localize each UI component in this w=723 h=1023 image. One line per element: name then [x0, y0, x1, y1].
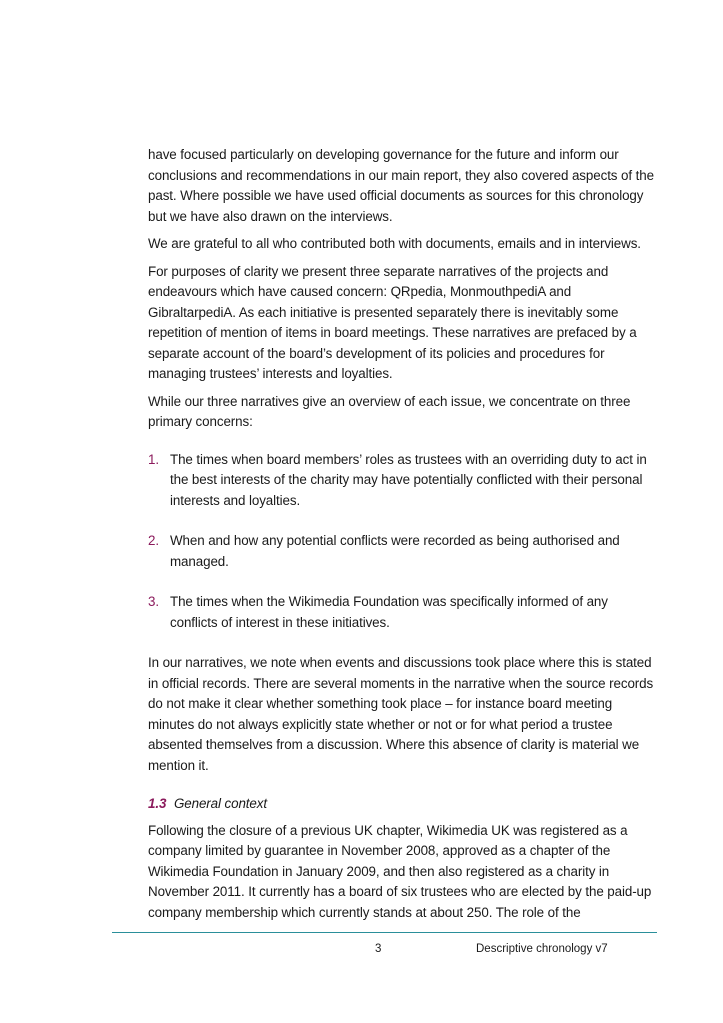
list-item-text: The times when board members’ roles as trustees with an overriding duty to act in the best interests of the charity may have potentially conflicted with their personal interests and loyalties.	[170, 451, 647, 508]
list-number: 3.	[148, 594, 159, 609]
body-text	[148, 145, 654, 930]
list-item	[148, 450, 654, 512]
paragraph: In our narratives, we note when events and discussions took place where this is stated in official records. There are several moments in the narrative when the source records do not make it clear whether something took place – for instance board meeting minutes do not always explicitly state whether or not or for what period a trustee absented themselves from a discussion. Where this absence of clarity is material we mention it.	[148, 655, 654, 773]
list-number: 2.	[148, 533, 159, 548]
list-item-text: When and how any potential conflicts were recorded as being authorised and managed.	[170, 533, 620, 569]
section-heading	[148, 794, 654, 815]
list-item	[148, 531, 654, 572]
page-number: 3	[375, 943, 382, 955]
list-item	[148, 592, 654, 633]
paragraph: For purposes of clarity we present three separate narratives of the projects and endeavours which have caused concern: QRpedia, MonmouthpediA and GibraltarpediA. As each initiative is presented separately there is inevitably some repetition of mention of items in board meetings. These narratives are prefaced by a separate account of the board’s development of its policies and procedures for managing trustees’ interests and loyalties.	[148, 263, 637, 381]
paragraph: have focused particularly on developing governance for the future and inform our conclusions and recommendations in our main report, they also covered aspects of the past. Where possible we have used official documents as sources for this chronology but we have also drawn on the interviews.	[148, 147, 654, 224]
numbered-list	[148, 450, 654, 634]
list-number: 1.	[148, 451, 159, 467]
paragraph: We are grateful to all who contributed both with documents, emails and in interviews.	[148, 236, 641, 251]
paragraph: Following the closure of a previous UK chapter, Wikimedia UK was registered as a company limited by guarantee in November 2008, approved as a chapter of the Wikimedia Foundation in January 2009, and then also registered as a charity in November 2011. It currently has a board of six trustees who are elected by the paid-up company membership which currently stands at about 250. The role of the	[148, 822, 652, 920]
paragraph: While our three narratives give an overview of each issue, we concentrate on three primary concerns:	[148, 393, 631, 429]
footer-document-title: Descriptive chronology v7	[476, 943, 608, 955]
footer-rule	[112, 932, 657, 933]
list-item-text: The times when the Wikimedia Foundation was specifically informed of any conflicts of interest in these initiatives.	[170, 594, 608, 630]
section-number: 1.3	[148, 796, 167, 811]
section-title: General context	[173, 796, 267, 811]
